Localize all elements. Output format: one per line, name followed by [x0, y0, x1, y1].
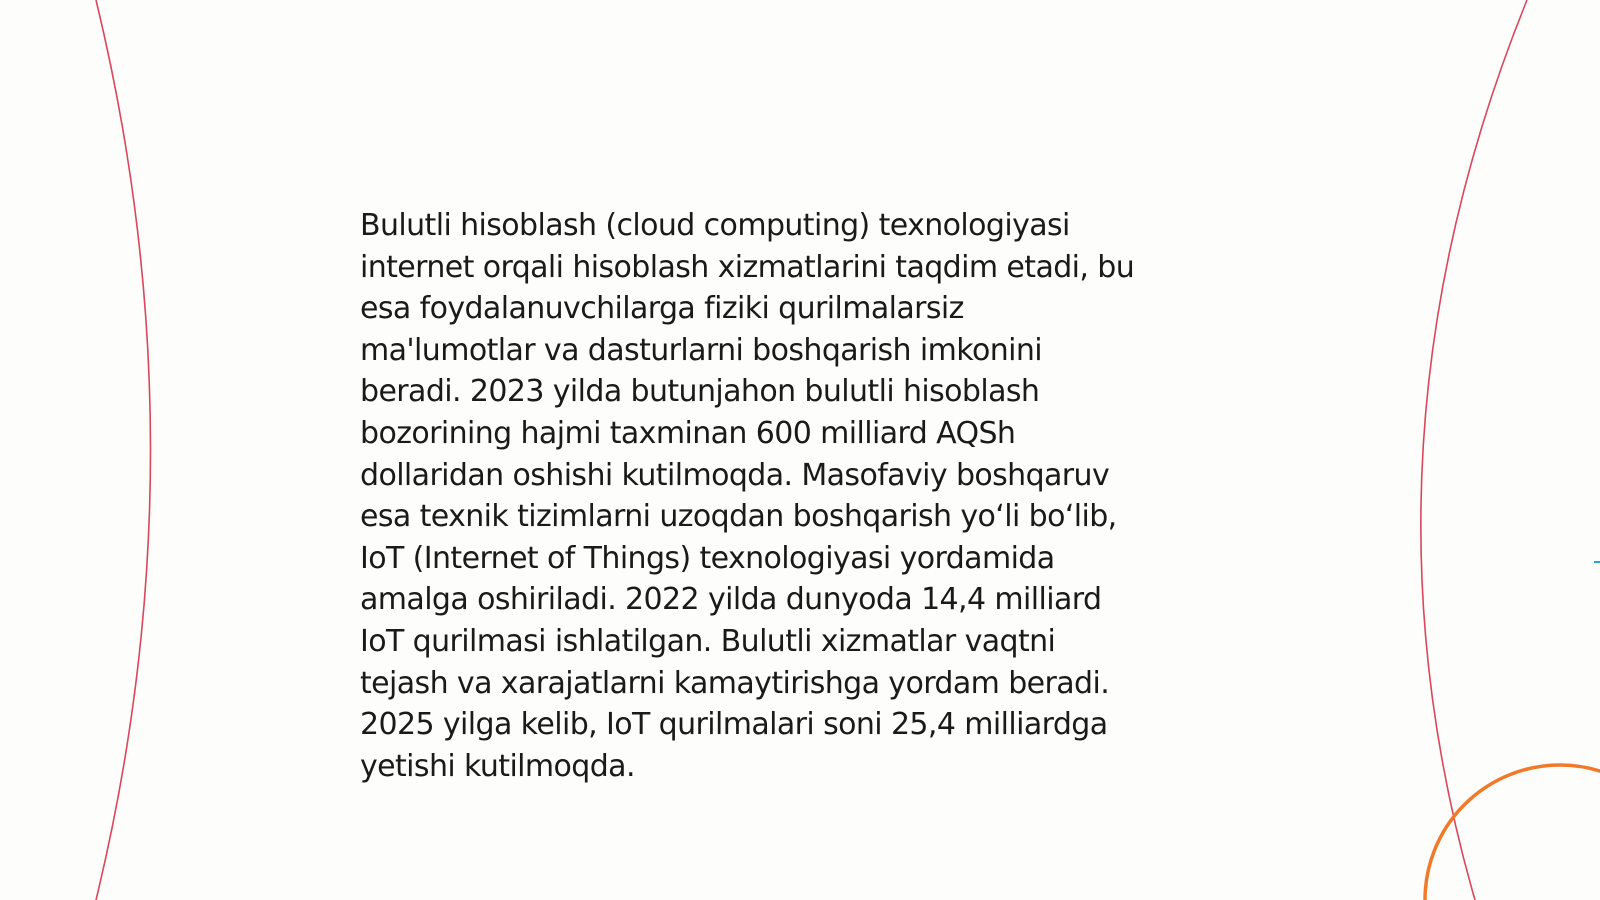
orange-circle	[1425, 765, 1600, 900]
left-curve	[96, 0, 151, 900]
right-curve	[1421, 0, 1527, 900]
body-paragraph: Bulutli hisoblash (cloud computing) texnologiyasi internet orqali hisoblash xizmatlarini taqdim etadi, bu esa foydalanuvchilarga fiziki qurilmalarsiz ma'lumotlar va dasturlarni boshqarish imkonini beradi. 2023 yilda butunjahon bulutli hisoblash bozorining hajmi taxminan 600 milliard AQSh dollaridan oshishi kutilmoqda. Masofaviy boshqaruv esa texnik tizimlarni uzoqdan boshqarish yo‘li bo‘lib, IoT (Internet of Things) texnologiyasi yordamida amalga oshiriladi. 2022 yilda dunyoda 14,4 milliard IoT qurilmasi ishlatilgan. Bulutli xizmatlar vaqtni tejash va xarajatlarni kamaytirishga yordam beradi. 2025 yilga kelib, IoT qurilmalari soni 25,4 milliardga yetishi kutilmoqda.	[360, 208, 1135, 784]
